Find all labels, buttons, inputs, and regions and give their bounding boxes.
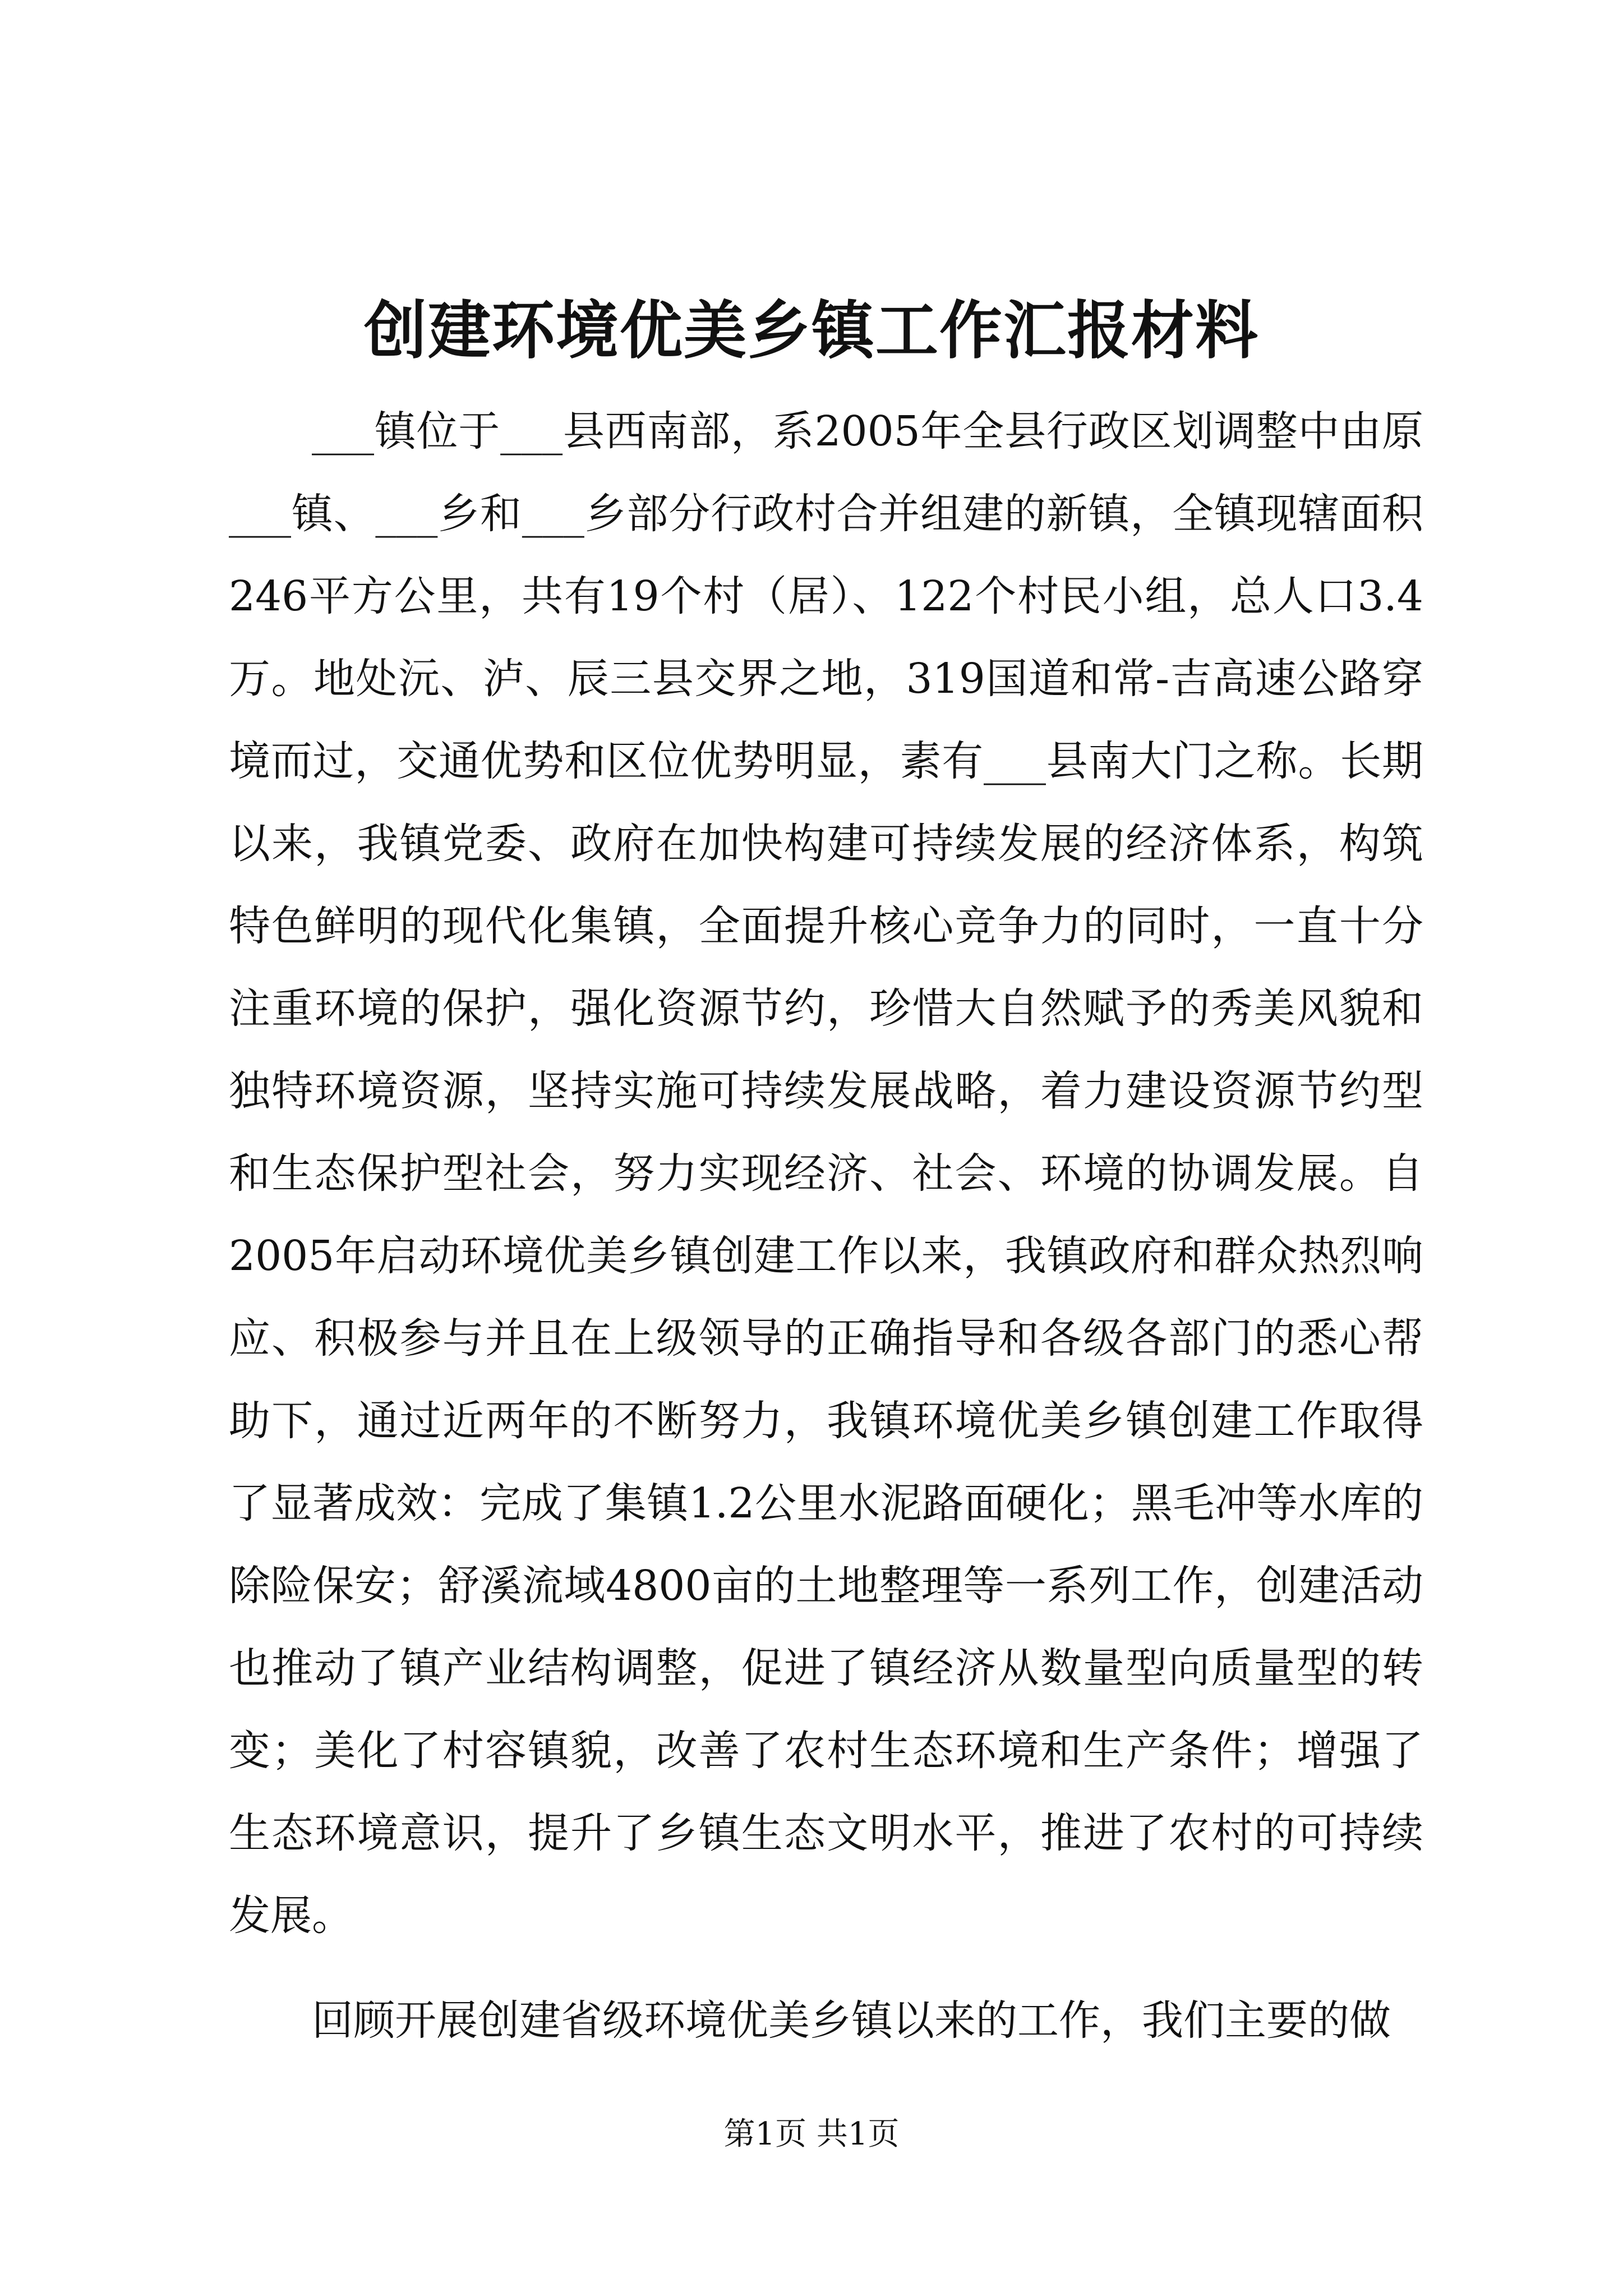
document-body (229, 390, 1423, 2062)
paragraph-2: 回顾开展创建省级环境优美乡镇以来的工作，我们主要的做 (312, 1996, 1391, 2045)
document-title: 创建环境优美乡镇工作汇报材料 (364, 294, 1259, 367)
paragraph-1: ___镇位于___县西南部，系2005年全县行政区划调整中由原___镇、___乡和___乡部分行政村合并组建的新镇，全镇现辖面积246平方公里，共有19个村（居）、122个村民小组，总人口3.4万。地处沅、泸、辰三县交界之地，319国道和常-吉高速公路穿境而过，交通优势和区位优势明显，素有___县南大门之称。长期以来，我镇党委、政府在加快构建可持续发展的经济体系，构筑特色鲜明的现代化集镇，全面提升核心竞争力的同时，一直十分注重环境的保护，强化资源节约，珍惜大自然赋予的秀美风貌和独特环境资源，坚持实施可持续发展战略，着力建设资源节约型和生态保护型社会，努力实现经济、社会、环境的协调发展。自2005年启动环境优美乡镇创建工作以来，我镇政府和群众热烈响应、积极参与并且在上级领导的正确指导和各级各部门的悉心帮助下，通过近两年的不断努力，我镇环境优美乡镇创建工作取得了显著成效：完成了集镇1.2公里水泥路面硬化；黑毛冲等水库的除险保安；舒溪流域4800亩的土地整理等一系列工作，创建活动也推动了镇产业结构调整，促进了镇经济从数量型向质量型的转变；美化了村容镇貌，改善了农村生态环境和生产条件；增强了生态环境意识，提升了乡镇生态文明水平，推进了农村的可持续发展。 (229, 407, 1423, 1940)
page-footer: 第1页 共1页 (723, 2116, 900, 2152)
